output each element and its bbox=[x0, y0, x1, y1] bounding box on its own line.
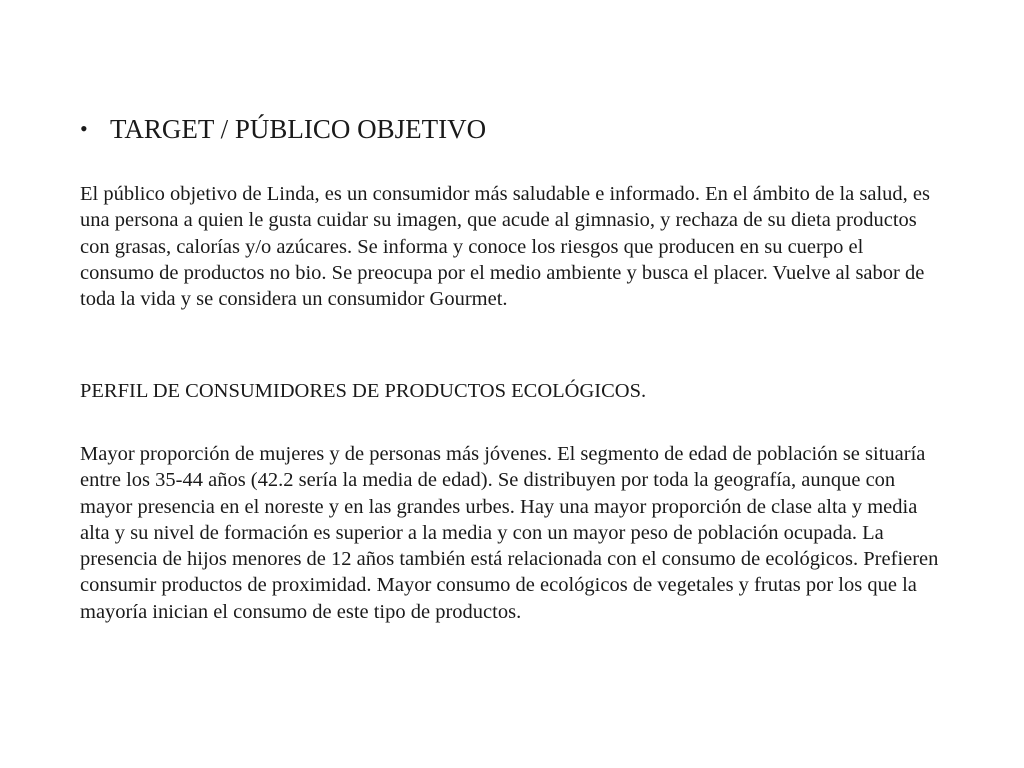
slide-heading bbox=[80, 112, 486, 146]
consumer-profile-subheading: PERFIL DE CONSUMIDORES DE PRODUCTOS ECOLÓGICOS. bbox=[80, 380, 647, 402]
consumer-profile-paragraph: Mayor proporción de mujeres y de personas más jóvenes. El segmento de edad de población se situaría entre los 35-44 años (42.2 sería la media de edad). Se distribuyen por toda la geografía, aunque con mayor presencia en el noreste y en las grandes urbes. Hay una mayor proporción de clase alta y media alta y su nivel de formación es superior a la media y con un mayor peso de población ocupada. La presencia de hijos menores de 12 años también está relacionada con el consumo de ecológicos. Prefieren consumir productos de proximidad. Mayor consumo de ecológicos de vegetales y frutas por los que la mayoría inician el consumo de este tipo de productos. bbox=[80, 443, 939, 623]
heading-text: TARGET / PÚBLICO OBJETIVO bbox=[110, 114, 487, 144]
bullet-icon: • bbox=[80, 116, 88, 141]
target-description-paragraph: El público objetivo de Linda, es un consumidor más saludable e informado. En el ámbito de la salud, es una persona a quien le gusta cuidar su imagen, que acude al gimnasio, y rechaza de su dieta productos con grasas, calorías y/o azúcares. Se informa y conoce los riesgos que producen en su cuerpo el consumo de productos no bio. Se preocupa por el medio ambiente y busca el placer. Vuelve al sabor de toda la vida y se considera un consumidor Gourmet. bbox=[80, 183, 930, 311]
